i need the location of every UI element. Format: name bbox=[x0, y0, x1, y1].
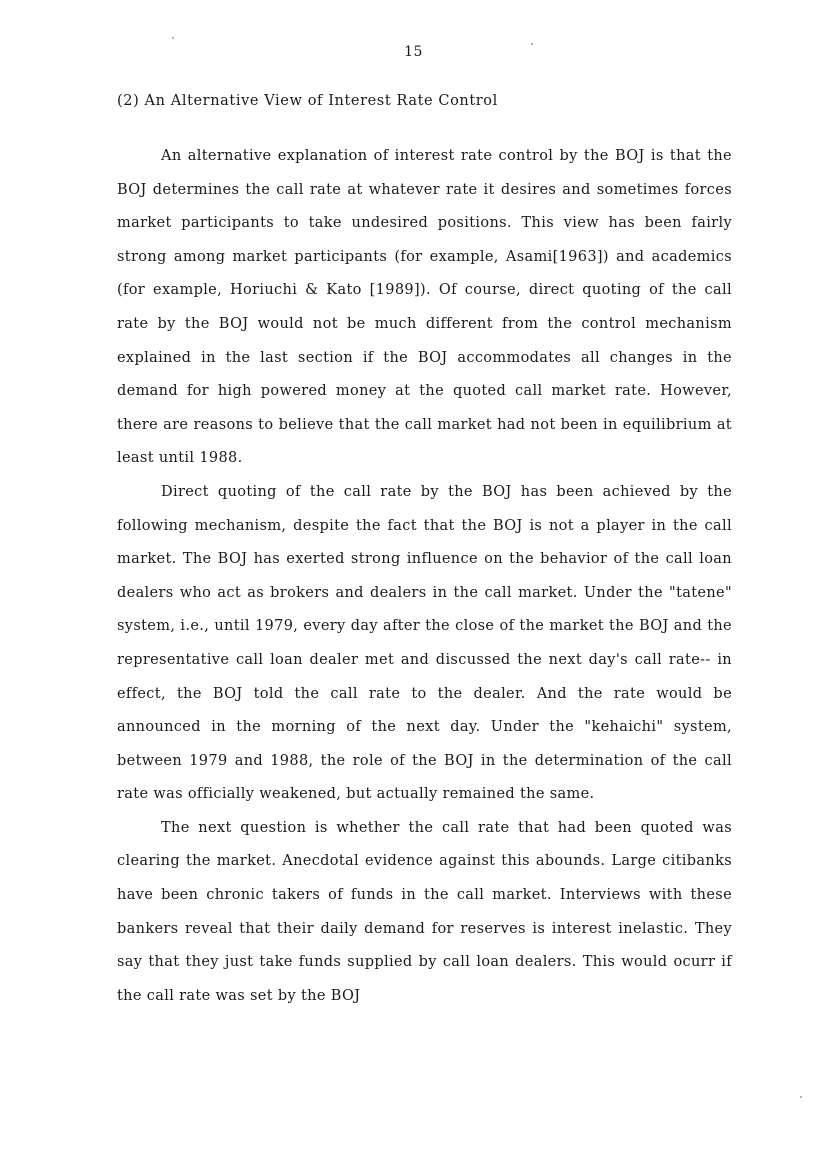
page-number: 15 bbox=[404, 44, 423, 60]
body-text bbox=[117, 140, 732, 1013]
paragraph-3: The next question is whether the call rate that had been quoted was clearing the market. Anecdotal evidence against this abounds. Large citibanks have been chronic takers of funds in the call market. Interviews with these bankers reveal that their daily demand for reserves is interest inelastic. They say that they just take funds supplied by call loan dealers. This would ocurr if the call rate was set by the BOJ bbox=[117, 819, 732, 1004]
scan-speck bbox=[800, 1096, 802, 1098]
scan-speck bbox=[172, 37, 174, 39]
scan-speck bbox=[531, 43, 533, 45]
paragraph-1: An alternative explanation of interest rate control by the BOJ is that the BOJ determines the call rate at whatever rate it desires and sometimes forces market participants to take undesired positions. This view has been fairly strong among market participants (for example, Asami[1963]) and academics (for example, Horiuchi & Kato [1989]). Of course, direct quoting of the call rate by the BOJ would not be much different from the control mechanism explained in the last section if the BOJ accommodates all changes in the demand for high powered money at the quoted call market rate. However, there are reasons to believe that the call market had not been in equilibrium at least until 1988. bbox=[117, 148, 732, 467]
paragraph-2: Direct quoting of the call rate by the BOJ has been achieved by the following mechanism, despite the fact that the BOJ is not a player in the call market. The BOJ has exerted strong influence on the behavior of the call loan dealers who act as brokers and dealers in the call market. Under the "tatene" system, i.e., until 1979, every day after the close of the market the BOJ and the representative call loan dealer met and discussed the next day's call rate-- in effect, the BOJ told the call rate to the dealer. And the rate would be announced in the morning of the next day. Under the "kehaichi" system, between 1979 and 1988, the role of the BOJ in the determination of the call rate was officially weakened, but actually remained the same. bbox=[117, 483, 732, 803]
section-heading: (2) An Alternative View of Interest Rate Control bbox=[117, 93, 498, 109]
